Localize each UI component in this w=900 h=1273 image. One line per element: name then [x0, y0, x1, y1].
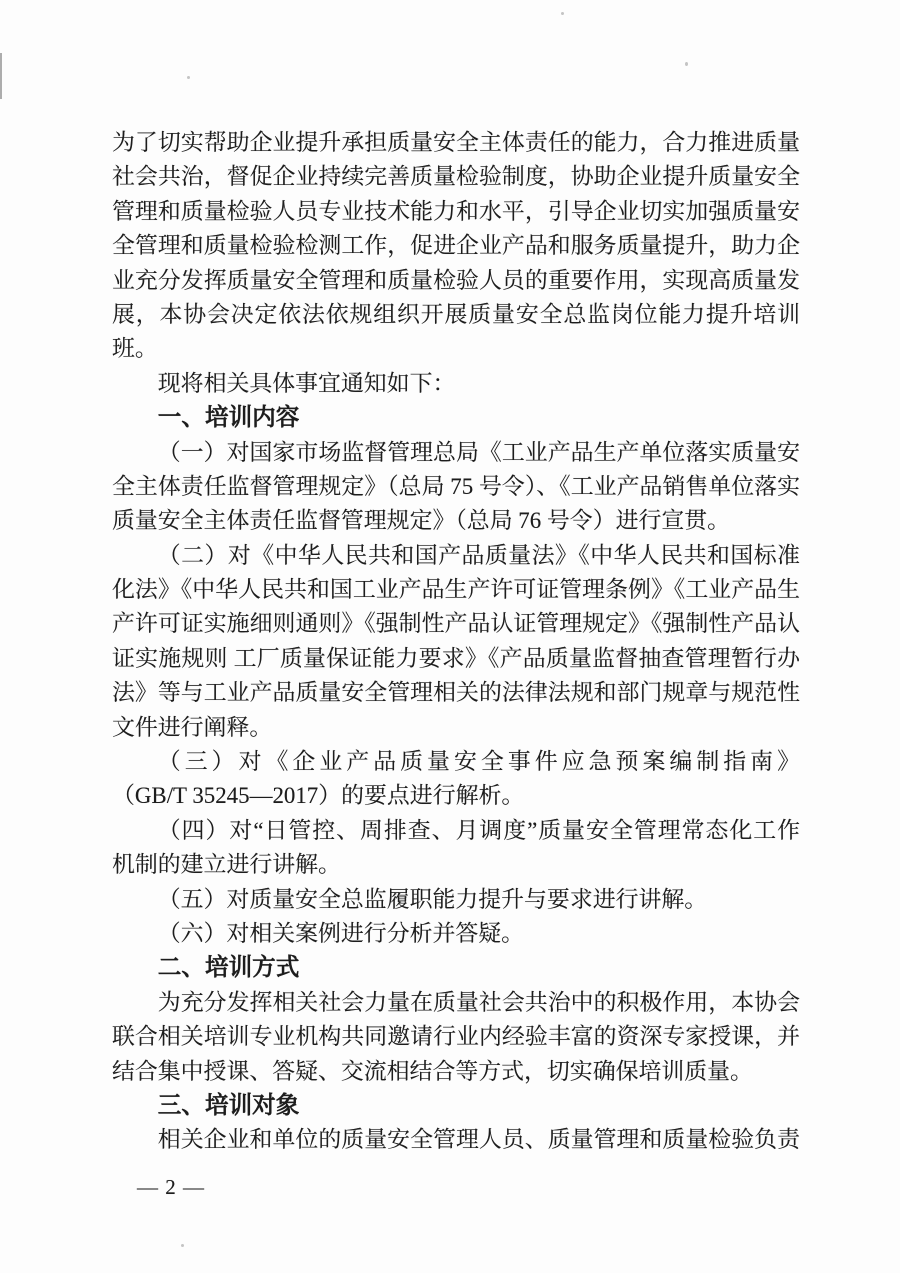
text-line: （GB/T 35245—2017）的要点进行解析。 [112, 783, 525, 809]
text-line: 为了切实帮助企业提升承担质量安全主体责任的能力，合力推进质量 [112, 130, 800, 155]
text-line: 质量安全主体责任监督管理规定》（总局 76 号令）进行宣贯。 [112, 508, 731, 534]
scan-edge-artifact [0, 53, 2, 99]
text-line: 现将相关具体事宜通知如下： [157, 370, 456, 396]
text-line: 结合集中授课、答疑、交流相结合等方式，切实确保培训质量。 [112, 1058, 753, 1084]
text-line: 管理和质量检验人员专业技术能力和水平，引导企业切实加强质量安 [112, 198, 800, 224]
page-number: — 2 — [137, 1175, 205, 1199]
text-line: （三）对《企业产品质量安全事件应急预案编制指南》 [157, 749, 800, 775]
text-line: 社会共治，督促企业持续完善质量检验制度，协助企业提升质量安全 [112, 164, 800, 190]
text-line: 业充分发挥质量安全管理和质量检验人员的重要作用，实现高质量发 [112, 267, 800, 293]
text-line: 展，本协会决定依法依规组织开展质量安全总监岗位能力提升培训 [112, 301, 800, 327]
text-line: （六）对相关案例进行分析并答疑。 [157, 920, 525, 946]
text-line: 证实施规则 工厂质量保证能力要求》《产品质量监督抽查管理暂行办 [112, 645, 800, 671]
text-line: 机制的建立进行讲解。 [112, 852, 341, 878]
text-line: （二）对《中华人民共和国产品质量法》《中华人民共和国标准 [157, 542, 800, 568]
text-line: 班。 [112, 336, 158, 362]
scan-speck [187, 76, 190, 79]
text-line: 产许可证实施细则通则》《强制性产品认证管理规定》《强制性产品认 [112, 611, 800, 637]
scan-speck [685, 62, 688, 66]
heading-line: 一、培训内容 [157, 405, 300, 432]
text-line: 法》等与工业产品质量安全管理相关的法律法规和部门规章与规范性 [112, 680, 800, 706]
document-body [112, 126, 800, 1158]
text-line: 联合相关培训专业机构共同邀请行业内经验丰富的资深专家授课，并 [112, 1024, 800, 1050]
heading-line: 二、培训方式 [157, 955, 300, 982]
heading-line: 三、培训对象 [157, 1092, 300, 1119]
text-line: 文件进行阐释。 [112, 714, 273, 740]
text-line: 为充分发挥相关社会力量在质量社会共治中的积极作用，本协会 [157, 989, 800, 1015]
text-line: （五）对质量安全总监履职能力提升与要求进行讲解。 [157, 886, 708, 912]
text-line: （一）对国家市场监督管理总局《工业产品生产单位落实质量安 [157, 439, 800, 465]
text-line: 全管理和质量检验检测工作，促进企业产品和服务质量提升，助力企 [112, 233, 800, 259]
scan-speck [561, 12, 564, 15]
text-line: 全主体责任监督管理规定》（总局 75 号令）、《工业产品销售单位落实 [112, 473, 800, 499]
text-line: （四）对“日管控、周排查、月调度”质量安全管理常态化工作 [157, 817, 800, 843]
text-line: 相关企业和单位的质量安全管理人员、质量管理和质量检验负责 [157, 1127, 800, 1153]
scan-speck [181, 1244, 184, 1247]
text-line: 化法》《中华人民共和国工业产品生产许可证管理条例》《工业产品生 [112, 577, 800, 603]
